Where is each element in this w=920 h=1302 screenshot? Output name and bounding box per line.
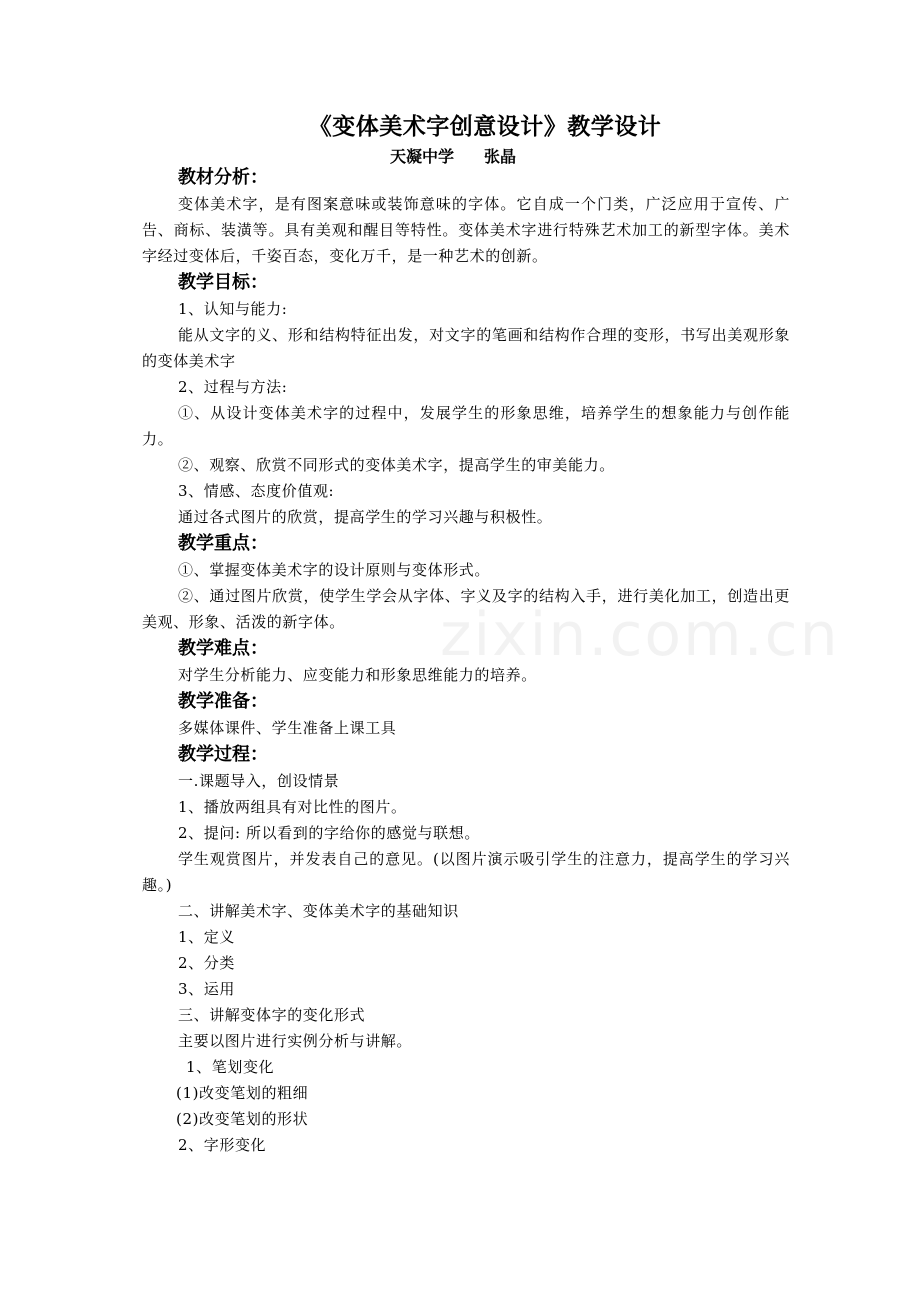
section-heading: 教学过程： <box>178 744 268 765</box>
paragraph: 3、情感、态度价值观: <box>178 482 335 500</box>
section-heading: 教学准备： <box>178 691 268 712</box>
paragraph: 对学生分析能力、应变能力和形象思维能力的培养。 <box>178 666 537 684</box>
paragraph: 二、讲解美术字、变体美术字的基础知识 <box>178 902 459 920</box>
school-name: 天凝中学 <box>390 147 455 166</box>
paragraph: 2、提问: 所以看到的字给你的感觉与联想。 <box>178 824 480 842</box>
paragraph: 1、播放两组具有对比性的图片。 <box>178 798 407 816</box>
paragraph: 多媒体课件、学生准备上课工具 <box>178 719 397 737</box>
paragraph: (1)改变笔划的粗细 <box>176 1084 309 1102</box>
paragraph: 一.课题导入，创设情景 <box>178 772 340 790</box>
paragraph: 2、字形变化 <box>178 1136 267 1154</box>
paragraph: 能从文字的义、形和结构特征出发，对文字的笔画和结构作合理的变形，书写出美观形象的变体美术字 <box>142 326 790 370</box>
paragraph: 1、笔划变化 <box>186 1058 275 1076</box>
paragraph: 1、认知与能力: <box>178 300 288 318</box>
watermark: zixin.com.cn <box>440 600 840 670</box>
paragraph: 主要以图片进行实例分析与讲解。 <box>178 1032 413 1050</box>
paragraph: 1、定义 <box>178 928 235 946</box>
paragraph: ②、观察、欣赏不同形式的变体美术字，提高学生的审美能力。 <box>178 456 615 474</box>
paragraph: 2、过程与方法: <box>178 378 288 396</box>
author-name: 张晶 <box>484 147 517 166</box>
paragraph: 2、分类 <box>178 954 235 972</box>
section-heading: 教学目标： <box>178 272 268 293</box>
paragraph: 3、运用 <box>178 980 235 998</box>
section-heading: 教学难点： <box>178 638 268 659</box>
paragraph: 通过各式图片的欣赏，提高学生的学习兴趣与积极性。 <box>178 508 553 526</box>
paragraph: ①、从设计变体美术字的过程中，发展学生的形象思维，培养学生的想象能力与创作能力。 <box>142 404 790 448</box>
paragraph: (2)改变笔划的形状 <box>176 1110 309 1128</box>
paragraph: ②、通过图片欣赏，使学生学会从字体、字义及字的结构入手，进行美化加工，创造出更美观、形象、活泼的新字体。 <box>142 587 790 631</box>
paragraph: ①、掌握变体美术字的设计原则与变体形式。 <box>178 561 491 579</box>
section-heading: 教学重点： <box>178 533 268 554</box>
paragraph: 三、讲解变体字的变化形式 <box>178 1006 366 1024</box>
document-title: 《变体美术字创意设计》教学设计 <box>308 114 662 140</box>
section-heading: 教材分析： <box>178 167 268 188</box>
paragraph: 变体美术字，是有图案意味或装饰意味的字体。它自成一个门类，广泛应用于宣传、广告、商标、装潢等。具有美观和醒目等特性。变体美术字进行特殊艺术加工的新型字体。美术字经过变体后，千姿百态，变化万千，是一种艺术的创新。 <box>142 195 790 265</box>
paragraph: 学生观赏图片，并发表自己的意见。(以图片演示吸引学生的注意力，提高学生的学习兴趣。) <box>142 850 790 894</box>
document-body <box>142 164 790 1158</box>
